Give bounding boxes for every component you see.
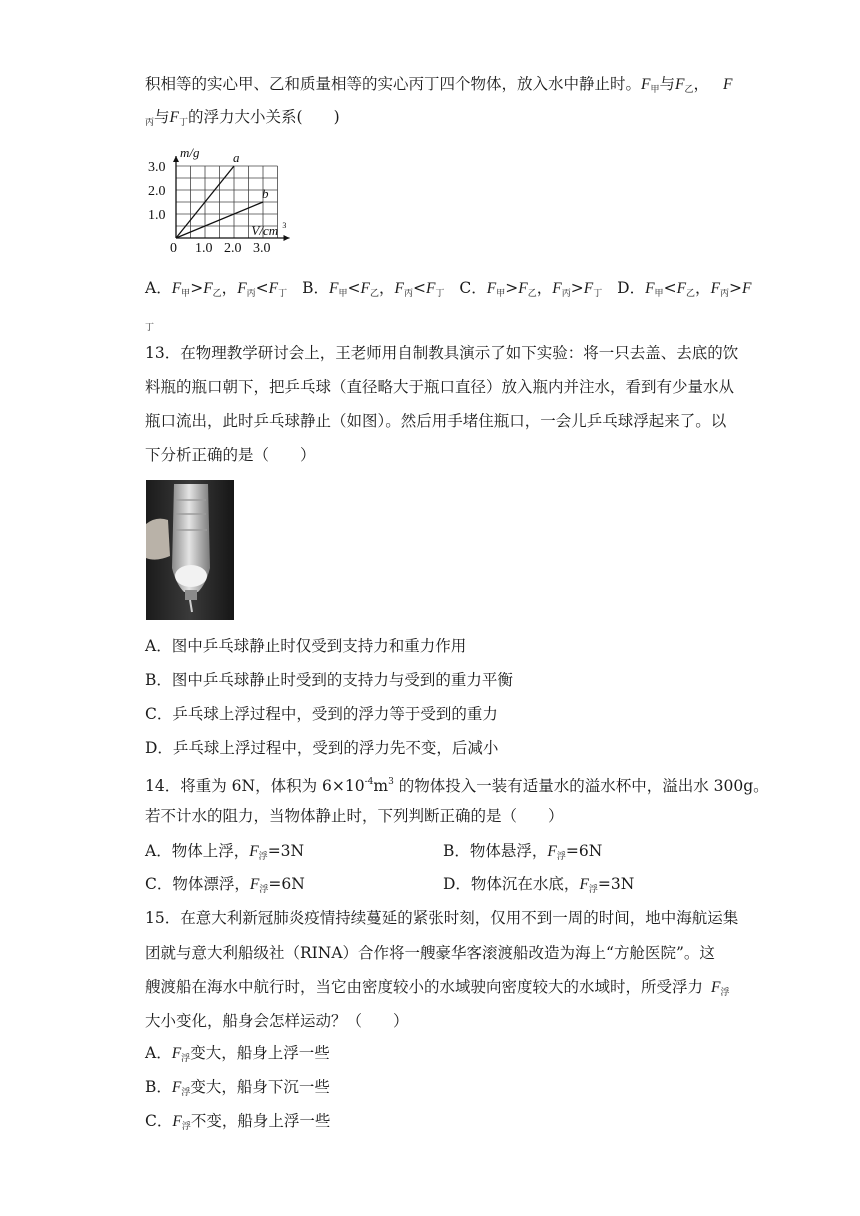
subscript: 乙 — [527, 289, 537, 299]
q14-text: 的物体投入一装有适量水的溢水杯中，溢出水 300g。 — [393, 777, 769, 795]
conj: 与 — [154, 108, 170, 126]
exponent: -4 — [364, 777, 374, 787]
q12-stem-line1 — [145, 74, 732, 100]
q15-stem-line4: 大小变化，船身会怎样运动？（ ） — [145, 1012, 409, 1030]
q12-option-d-wrap — [145, 312, 154, 338]
option-value: =3N — [597, 875, 635, 893]
subscript: 乙 — [686, 289, 696, 299]
mass-volume-chart — [146, 142, 316, 257]
q13-option-a[interactable]: A．图中乒乓球静止时仅受到支持力和重力作用 — [145, 637, 467, 655]
q14-options-row1 — [145, 841, 304, 867]
q15-stem-line3 — [145, 977, 730, 1003]
subscript: 浮 — [588, 885, 598, 895]
q12-options — [145, 278, 752, 304]
subscript: 乙 — [212, 289, 222, 299]
comma: ， — [221, 279, 238, 297]
q14-option-c[interactable] — [145, 874, 305, 900]
force-symbol: F — [171, 280, 182, 297]
q13-option-c[interactable]: C．乒乓球上浮过程中，受到的浮力等于受到的重力 — [145, 705, 498, 723]
q12-text: 积相等的实心甲、乙和质量相等的实心丙丁四个物体，放入水中静止时。 — [145, 75, 642, 93]
subscript: 甲 — [650, 85, 660, 95]
option-a[interactable] — [145, 279, 287, 297]
subscript: 浮 — [259, 885, 269, 895]
y-tick-label: 2.0 — [148, 184, 166, 199]
q15-stem-line2: 团就与意大利船级社（RINA）合作将一艘豪华客滚渡船改造为海上“方舱医院”。这 — [145, 944, 715, 962]
q14-stem-line2: 若不计水的阻力，当物体静止时，下列判断正确的是（ ） — [145, 807, 564, 825]
force-symbol: F — [360, 280, 370, 297]
force-symbol: F — [645, 280, 655, 297]
force-symbol: F — [579, 876, 589, 893]
subscript: 丁 — [593, 289, 603, 299]
force-symbol: F — [676, 280, 687, 297]
option-text: 变大，船身下沉一些 — [190, 1078, 330, 1096]
subscript: 浮 — [720, 988, 730, 998]
option-b[interactable] — [302, 279, 444, 297]
q13-option-b[interactable]: B．图中乒乓球静止时受到的支持力与受到的重力平衡 — [145, 671, 513, 689]
q14-option-a[interactable] — [145, 842, 304, 860]
q15-option-c[interactable] — [145, 1111, 330, 1137]
option-label: A． — [145, 279, 172, 297]
chart-labels — [148, 145, 286, 256]
operator: > — [570, 279, 584, 297]
q14-option-d[interactable] — [443, 874, 634, 900]
subscript: 丙 — [145, 118, 155, 128]
option-label: A． — [145, 1044, 172, 1062]
comma: ， — [378, 279, 395, 297]
x-tick-label: 3.0 — [253, 241, 271, 256]
q15-option-a[interactable] — [145, 1043, 330, 1069]
q13-stem-line1: 13．在物理教学研讨会上，王老师用自制教具演示了如下实验：将一只去盖、去底的饮 — [145, 344, 739, 362]
q14-text: 14．将重为 6N，体积为 6×10 — [145, 777, 365, 795]
operator: > — [505, 279, 519, 297]
force-symbol: F — [172, 1113, 182, 1130]
subscript: 甲 — [496, 289, 506, 299]
subscript: 甲 — [181, 289, 191, 299]
q13-stem-line3: 瓶口流出，此时乒乓球静止（如图）。然后用手堵住瓶口，一会儿乒乓球浮起来了。以 — [145, 412, 727, 430]
force-symbol: F — [249, 876, 260, 893]
subscript: 丙 — [720, 289, 730, 299]
operator: < — [347, 279, 361, 297]
comma: ， — [693, 75, 710, 93]
subscript: 丁 — [278, 289, 288, 299]
q14-stem-line1 — [145, 772, 769, 796]
x-tick-label: 1.0 — [195, 241, 213, 256]
x-tick-label: 0 — [170, 241, 177, 256]
force-symbol: F — [710, 280, 721, 297]
q12-text: 的浮力大小关系( ) — [188, 108, 340, 126]
force-symbol: F — [552, 280, 562, 297]
subscript: 浮 — [258, 852, 268, 862]
option-text: D．物体沉在水底， — [443, 875, 580, 893]
option-text: B．物体悬浮， — [443, 842, 548, 860]
option-d[interactable] — [617, 279, 751, 297]
force-symbol: F — [268, 280, 279, 297]
subscript: 丁 — [179, 118, 189, 128]
subscript: 浮 — [556, 852, 566, 862]
force-symbol: F — [237, 280, 247, 297]
force-symbol: F — [711, 979, 721, 996]
option-label: B． — [302, 279, 329, 297]
force-symbol: F — [171, 1079, 182, 1096]
option-label: C． — [459, 279, 487, 297]
y-tick-label: 1.0 — [148, 208, 166, 223]
series-label-a: a — [233, 150, 240, 165]
force-symbol: F — [723, 76, 733, 93]
q13-option-d[interactable]: D．乒乓球上浮过程中，受到的浮力先不变，后减小 — [145, 739, 499, 757]
force-symbol: F — [742, 280, 752, 297]
conj: 与 — [659, 75, 676, 93]
subscript: 丁 — [145, 323, 155, 333]
operator: < — [255, 279, 269, 297]
x-axis-label-exponent: 3 — [282, 221, 287, 230]
y-tick-label: 3.0 — [148, 160, 166, 175]
q13-stem-line4: 下分析正确的是（ ） — [145, 446, 316, 464]
force-symbol: F — [328, 280, 339, 297]
option-label: C． — [145, 1112, 173, 1130]
x-tick-label: 2.0 — [224, 241, 242, 256]
force-symbol: F — [169, 109, 179, 126]
operator: > — [190, 279, 204, 297]
subscript: 乙 — [369, 289, 379, 299]
subscript: 丙 — [246, 289, 256, 299]
subscript: 浮 — [181, 1088, 191, 1098]
bottle-photo — [146, 480, 234, 620]
operator: < — [412, 279, 426, 297]
series-label-b: b — [262, 186, 269, 201]
option-text: 不变，船身上浮一些 — [190, 1112, 331, 1130]
comma: ， — [536, 279, 553, 297]
q13-stem-line2: 料瓶的瓶口朝下，把乒乓球（直径略大于瓶口直径）放入瓶内并注水，看到有少量水从 — [145, 378, 735, 396]
force-symbol: F — [425, 280, 436, 297]
x-axis-arrow — [284, 235, 290, 241]
option-c[interactable] — [459, 279, 602, 297]
force-symbol: F — [518, 280, 528, 297]
option-value: =3N — [267, 842, 305, 860]
y-axis-label: m/g — [180, 145, 200, 160]
subscript: 浮 — [181, 1122, 191, 1132]
option-label: B． — [145, 1078, 172, 1096]
option-label: D． — [617, 279, 646, 297]
subscript: 甲 — [654, 289, 664, 299]
unit: m — [373, 777, 389, 795]
comma: ， — [695, 279, 711, 297]
subscript: 丙 — [403, 289, 413, 299]
option-value: =6N — [268, 875, 305, 893]
q15-stem-line1: 15．在意大利新冠肺炎疫情持续蔓延的紧张时刻，仅用不到一周的时间，地中海航运集 — [145, 909, 739, 927]
x-axis-label: V/cm — [251, 223, 279, 238]
q14-option-b[interactable] — [443, 841, 602, 867]
option-text: 变大，船身上浮一些 — [190, 1044, 330, 1062]
option-value: =6N — [565, 842, 603, 860]
subscript: 丙 — [561, 289, 571, 299]
operator: > — [729, 279, 743, 297]
force-symbol: F — [641, 76, 651, 93]
q15-text: 艘渡船在海水中航行时，当它由密度较小的水域驶向密度较大的水域时，所受浮力 — [145, 978, 704, 996]
force-symbol: F — [583, 280, 594, 297]
subscript: 甲 — [338, 289, 348, 299]
option-text: A．物体上浮， — [145, 842, 250, 860]
q15-option-b[interactable] — [145, 1077, 330, 1103]
q12-stem-line2 — [145, 107, 340, 133]
subscript: 乙 — [684, 85, 694, 95]
force-symbol: F — [203, 280, 213, 297]
force-symbol: F — [394, 280, 404, 297]
force-symbol: F — [547, 843, 557, 860]
y-axis-arrow — [173, 156, 179, 162]
subscript: 丁 — [435, 289, 445, 299]
exponent: 3 — [388, 777, 394, 787]
force-symbol: F — [171, 1045, 182, 1062]
force-symbol: F — [675, 76, 685, 93]
subscript: 浮 — [181, 1054, 191, 1064]
operator: < — [663, 279, 677, 297]
option-text: C．物体漂浮， — [145, 875, 250, 893]
force-symbol: F — [249, 843, 259, 860]
force-symbol: F — [486, 280, 497, 297]
